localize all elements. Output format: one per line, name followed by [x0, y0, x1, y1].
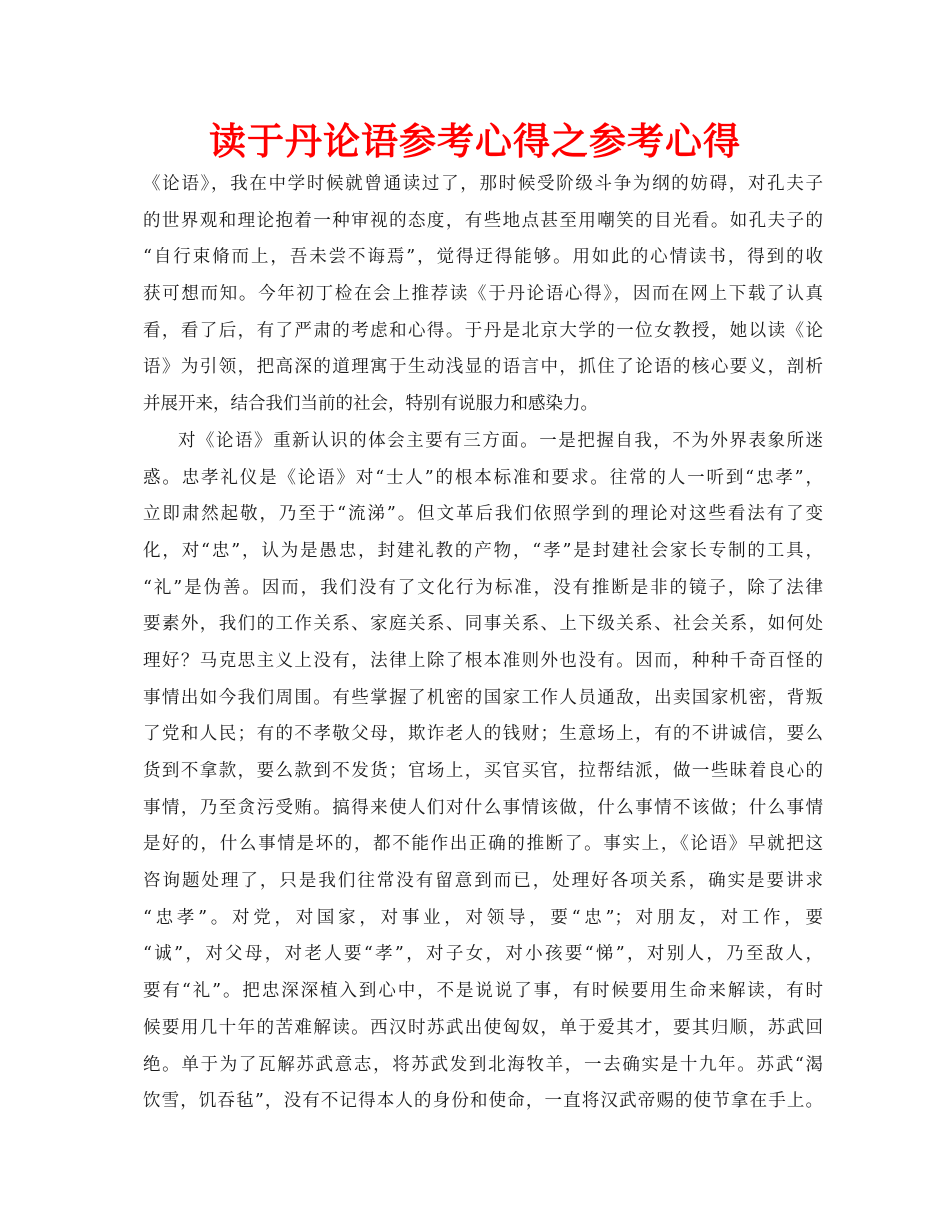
paragraph — [143, 166, 823, 423]
text-line: 理好？马克思主义上没有，法律上除了根本准则外也没有。因而，种种千奇百怪的 — [143, 650, 823, 671]
text-line: 语》为引领，把高深的道理寓于生动浅显的语言中，抓住了论语的核心要义，剖析 — [143, 357, 823, 378]
document-body — [143, 166, 823, 1120]
text-line: 化，对“忠”，认为是愚忠，封建礼教的产物，“孝”是封建社会家长专制的工具， — [143, 540, 823, 561]
text-line: “忠孝”。对党，对国家，对事业，对领导，要“忠”；对朋友，对工作，要 — [143, 907, 823, 928]
text-line: 要素外，我们的工作关系、家庭关系、同事关系、上下级关系、社会关系，如何处 — [143, 614, 823, 635]
text-line: 对《论语》重新认识的体会主要有三方面。一是把握自我，不为外界表象所迷 — [178, 430, 823, 451]
text-line: 看，看了后，有了严肃的考虑和心得。于丹是北京大学的一位女教授，她以读《论 — [143, 320, 823, 341]
text-line: 的世界观和理论抱着一种审视的态度，有些地点甚至用嘲笑的目光看。如孔夫子的 — [143, 210, 823, 231]
text-line: 货到不拿款，要么款到不发货；官场上，买官买官，拉帮结派，做一些昧着良心的 — [143, 761, 823, 781]
text-line: 获可想而知。今年初丁检在会上推荐读《于丹论语心得》，因而在网上下载了认真 — [143, 284, 823, 305]
text-line: 《论语》，我在中学时候就曾通读过了，那时候受阶级斗争为纲的妨碍，对孔夫子 — [143, 174, 823, 194]
text-line: 并展开来，结合我们当前的社会，特别有说服力和感染力。 — [143, 394, 598, 415]
text-line: 咨询题处理了，只是我们往常没有留意到而已，处理好各项关系，确实是要讲求 — [143, 871, 823, 892]
text-line: 是好的，什么事情是坏的，都不能作出正确的推断了。事实上，《论语》早就把这 — [143, 834, 823, 855]
text-line: 事情出如今我们周围。有些掌握了机密的国家工作人员通敌，出卖国家机密，背叛 — [143, 687, 823, 708]
text-line: “礼”是伪善。因而，我们没有了文化行为标准，没有推断是非的镜子，除了法律 — [143, 577, 823, 598]
text-line: 绝。单于为了瓦解苏武意志，将苏武发到北海牧羊，一去确实是十九年。苏武“渴 — [143, 1054, 823, 1075]
text-line: 惑。忠孝礼仪是《论语》对“士人”的根本标准和要求。往常的人一听到“忠孝”， — [143, 467, 823, 488]
text-line: 事情，乃至贪污受贿。搞得来使人们对什么事情该做，什么事情不该做；什么事情 — [143, 797, 823, 818]
text-line: “诚”，对父母，对老人要“孝”，对子女，对小孩要“悌”，对别人，乃至敌人， — [143, 944, 823, 965]
text-line: 要有“礼”。把忠深深植入到心中，不是说说了事，有时候要用生命来解读，有时 — [143, 981, 823, 1002]
text-line: 立即肃然起敬，乃至于“流涕”。但文革后我们依照学到的理论对这些看法有了变 — [143, 504, 823, 525]
text-line: 了党和人民；有的不孝敬父母，欺诈老人的钱财；生意场上，有的不讲诚信，要么 — [143, 724, 823, 745]
text-line: 饮雪，饥吞毡”，没有不记得本人的身份和使命，一直将汉武帝赐的使节拿在手上。 — [143, 1091, 823, 1112]
text-line: “自行束脩而上，吾未尝不诲焉”，觉得迂得能够。用如此的心情读书，得到的收 — [143, 247, 823, 268]
text-line: 候要用几十年的苦难解读。西汉时苏武出使匈奴，单于爱其才，要其归顺，苏武回 — [143, 1017, 823, 1038]
document-title: 读于丹论语参考心得之参考心得 — [209, 120, 741, 163]
paragraph — [143, 423, 823, 1120]
